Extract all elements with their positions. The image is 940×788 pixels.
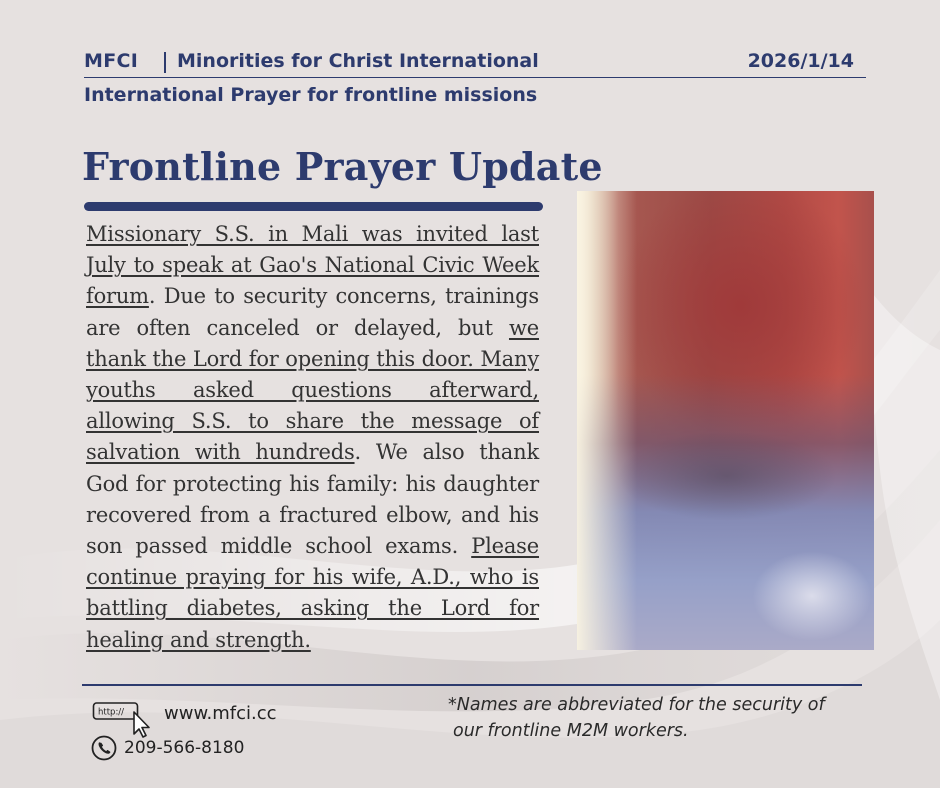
title-underline-bar (84, 202, 543, 211)
date: 2026/1/14 (747, 50, 854, 72)
highlight-thanks: we thank the Lord for opening this door. Many youths asked questions afterward, allowing S.S. to share the message of salvation with hundreds (86, 315, 539, 465)
website-link[interactable]: www.mfci.cc (164, 703, 277, 724)
highlight-forum: Missionary S.S. in Mali was invited last July to speak at Gao's National Civic Week forum (86, 222, 539, 309)
prayer-update-text (86, 219, 539, 656)
subheader: International Prayer for frontline missions (84, 84, 538, 106)
org-full-name: Minorities for Christ International (177, 50, 539, 72)
highlight-prayer-request: Please continue praying for his wife, A.D., who is battling diabetes, asking the Lord for healing and strength. (86, 534, 539, 652)
web-icon-label: http:// (98, 707, 125, 718)
header-separator (164, 52, 166, 73)
disclaimer-line-1: *Names are abbreviated for the security of (448, 695, 825, 715)
blurred-photo (577, 191, 874, 650)
security-disclaimer (448, 692, 858, 744)
org-short-name: MFCI (84, 50, 139, 72)
footer-divider (82, 684, 862, 686)
text-family: . We also thank God for protecting his family: his daughter recovered from a fractured elbow, and his son passed middle school exams. (86, 440, 539, 559)
page-title: Frontline Prayer Update (82, 144, 603, 189)
text-security: . Due to security concerns, trainings are often canceled or delayed, but (86, 284, 539, 340)
disclaimer-line-2: our frontline M2M workers. (453, 721, 689, 741)
phone-icon (91, 735, 117, 761)
phone-number[interactable]: 209-566-8180 (124, 738, 245, 758)
web-link-cursor-icon (92, 700, 154, 738)
header-row (84, 50, 866, 78)
